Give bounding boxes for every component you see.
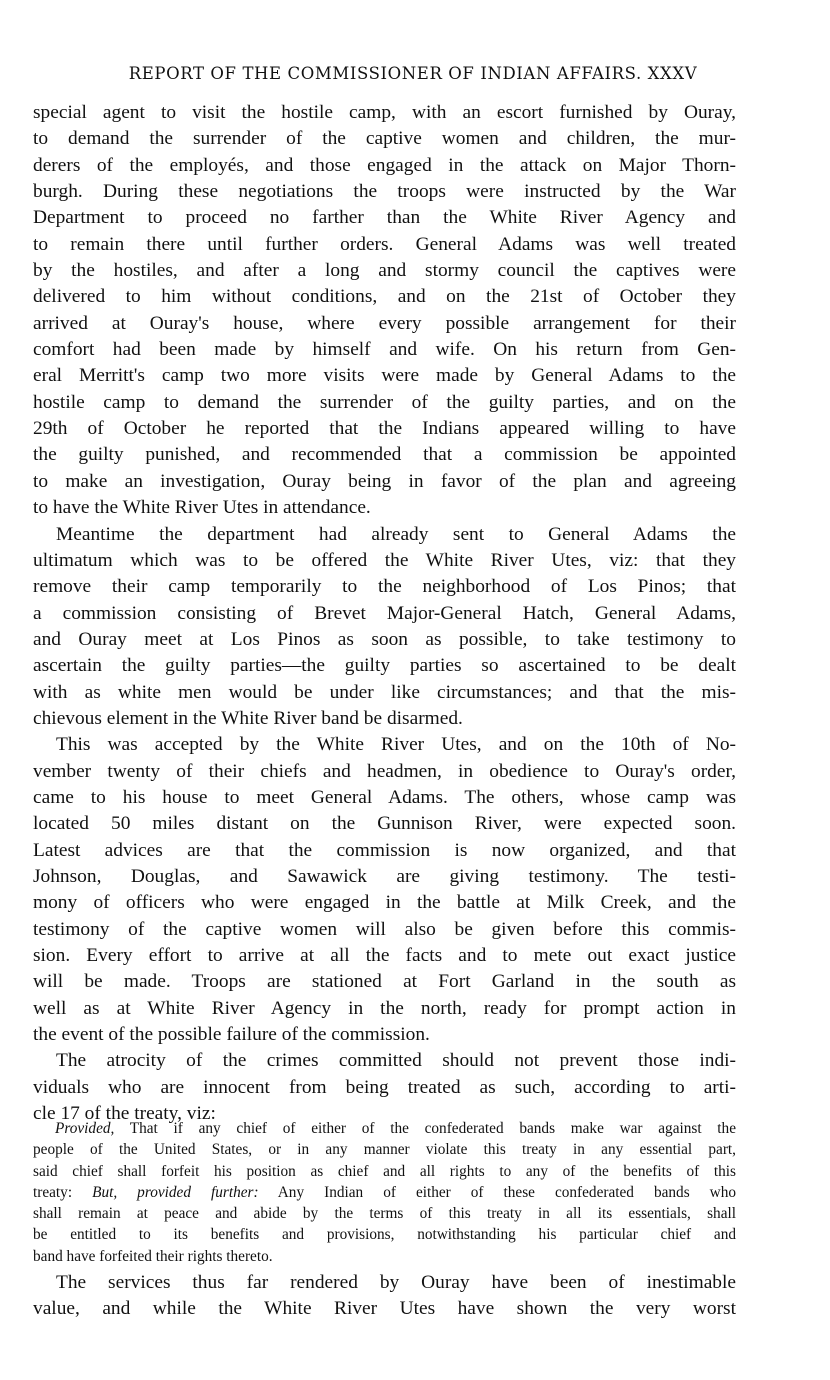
text-line: hostile camp to demand the surrender of the guilty parties, and on the — [33, 391, 736, 413]
text-line: and Ouray meet at Los Pinos as soon as possible, to take testimony to — [33, 628, 736, 650]
quote-line: said chief shall forfeit his position as chief and all rights to any of the benefits of this — [33, 1162, 736, 1180]
text-line: ultimatum which was to be offered the White River Utes, viz: that they — [33, 549, 736, 571]
quote-line — [33, 1118, 736, 1139]
provided-further-label: But, provided further: — [92, 1183, 259, 1201]
text-line: delivered to him without conditions, and on the 21st of October they — [33, 286, 736, 308]
text-line: Johnson, Douglas, and Sawawick are giving testimony. The testi- — [33, 865, 736, 887]
quote-text: That if any chief of either of the confederated bands make war against the — [114, 1120, 736, 1137]
quote-line: band have forfeited their rights thereto. — [33, 1247, 273, 1265]
body-text — [33, 100, 736, 1127]
text-line: Latest advices are that the commission is now organized, and that — [33, 839, 736, 861]
provided-label: Provided, — [55, 1120, 115, 1137]
text-line: mony of officers who were engaged in the battle at Milk Creek, and the — [33, 892, 736, 914]
quote-line: be entitled to its benefits and provisions, notwithstanding his particular chief and — [33, 1226, 736, 1244]
text-line: vember twenty of their chiefs and headmen, in obedience to Ouray's order, — [33, 760, 736, 782]
text-line: This was accepted by the White River Utes, and on the 10th of No- — [56, 734, 736, 756]
treaty-quote — [33, 1118, 736, 1267]
text-line: remove their camp temporarily to the neighborhood of Los Pinos; that — [33, 576, 736, 598]
paragraph-4 — [33, 1048, 736, 1127]
quote-text: treaty: — [33, 1183, 93, 1201]
text-line: to make an investigation, Ouray being in favor of the plan and agreeing — [33, 470, 736, 492]
quote-line — [33, 1182, 736, 1203]
quote-line: shall remain at peace and abide by the terms of this treaty in all its essentials, shall — [33, 1205, 736, 1223]
quote-line: people of the United States, or in any manner violate this treaty in any essential part, — [33, 1141, 736, 1159]
text-line: well as at White River Agency in the north, ready for prompt action in — [33, 997, 736, 1019]
closing-paragraph — [33, 1270, 736, 1323]
running-head: REPORT OF THE COMMISSIONER OF INDIAN AFFAIRS. XXXV — [128, 64, 698, 83]
text-line: cle 17 of the treaty, viz: — [33, 1103, 216, 1125]
text-line: 29th of October he reported that the Indians appeared willing to have — [33, 418, 736, 440]
text-line: a commission consisting of Brevet Major-General Hatch, General Adams, — [33, 602, 736, 624]
text-line: to remain there until further orders. General Adams was well treated — [33, 233, 736, 255]
text-line: derers of the employés, and those engaged in the attack on Major Thorn- — [33, 154, 736, 176]
paragraph-1 — [33, 100, 736, 522]
paragraph-3 — [33, 732, 736, 1048]
text-line: with as white men would be under like circumstances; and that the mis- — [33, 681, 736, 703]
text-line: The services thus far rendered by Ouray have been of inestimable — [56, 1272, 736, 1293]
text-line: ascertain the guilty parties—the guilty parties so ascertained to be dealt — [33, 655, 736, 677]
text-line: viduals who are innocent from being treated as such, according to arti- — [33, 1076, 736, 1098]
text-line: chievous element in the White River band be disarmed. — [33, 707, 463, 729]
text-line: came to his house to meet General Adams. The others, whose camp was — [33, 786, 736, 808]
text-line: the event of the possible failure of the commission. — [33, 1024, 430, 1046]
text-line: Meantime the department had already sent to General Adams the — [56, 523, 736, 545]
text-line: arrived at Ouray's house, where every possible arrangement for their — [33, 312, 736, 334]
text-line: Department to proceed no farther than the White River Agency and — [33, 207, 736, 229]
text-line: by the hostiles, and after a long and stormy council the captives were — [33, 260, 736, 282]
text-line: burgh. During these negotiations the troops were instructed by the War — [33, 181, 736, 203]
quote-text: Any Indian of either of these confederated bands who — [258, 1183, 736, 1201]
text-line: special agent to visit the hostile camp, with an escort furnished by Ouray, — [33, 102, 736, 123]
text-line: to have the White River Utes in attendance. — [33, 497, 371, 519]
text-line: to demand the surrender of the captive women and children, the mur- — [33, 128, 736, 150]
paragraph-2 — [33, 522, 736, 733]
text-line: value, and while the White River Utes have shown the very worst — [33, 1298, 736, 1320]
text-line: eral Merritt's camp two more visits were made by General Adams to the — [33, 365, 736, 387]
text-line: the guilty punished, and recommended that a commission be appointed — [33, 444, 736, 466]
text-line: The atrocity of the crimes committed should not prevent those indi- — [56, 1050, 736, 1072]
text-line: located 50 miles distant on the Gunnison River, were expected soon. — [33, 813, 736, 835]
text-line: comfort had been made by himself and wife. On his return from Gen- — [33, 339, 736, 361]
text-line: will be made. Troops are stationed at Fort Garland in the south as — [33, 971, 736, 993]
text-line: testimony of the captive women will also be given before this commis- — [33, 918, 736, 940]
text-line: sion. Every effort to arrive at all the facts and to mete out exact justice — [33, 945, 736, 966]
